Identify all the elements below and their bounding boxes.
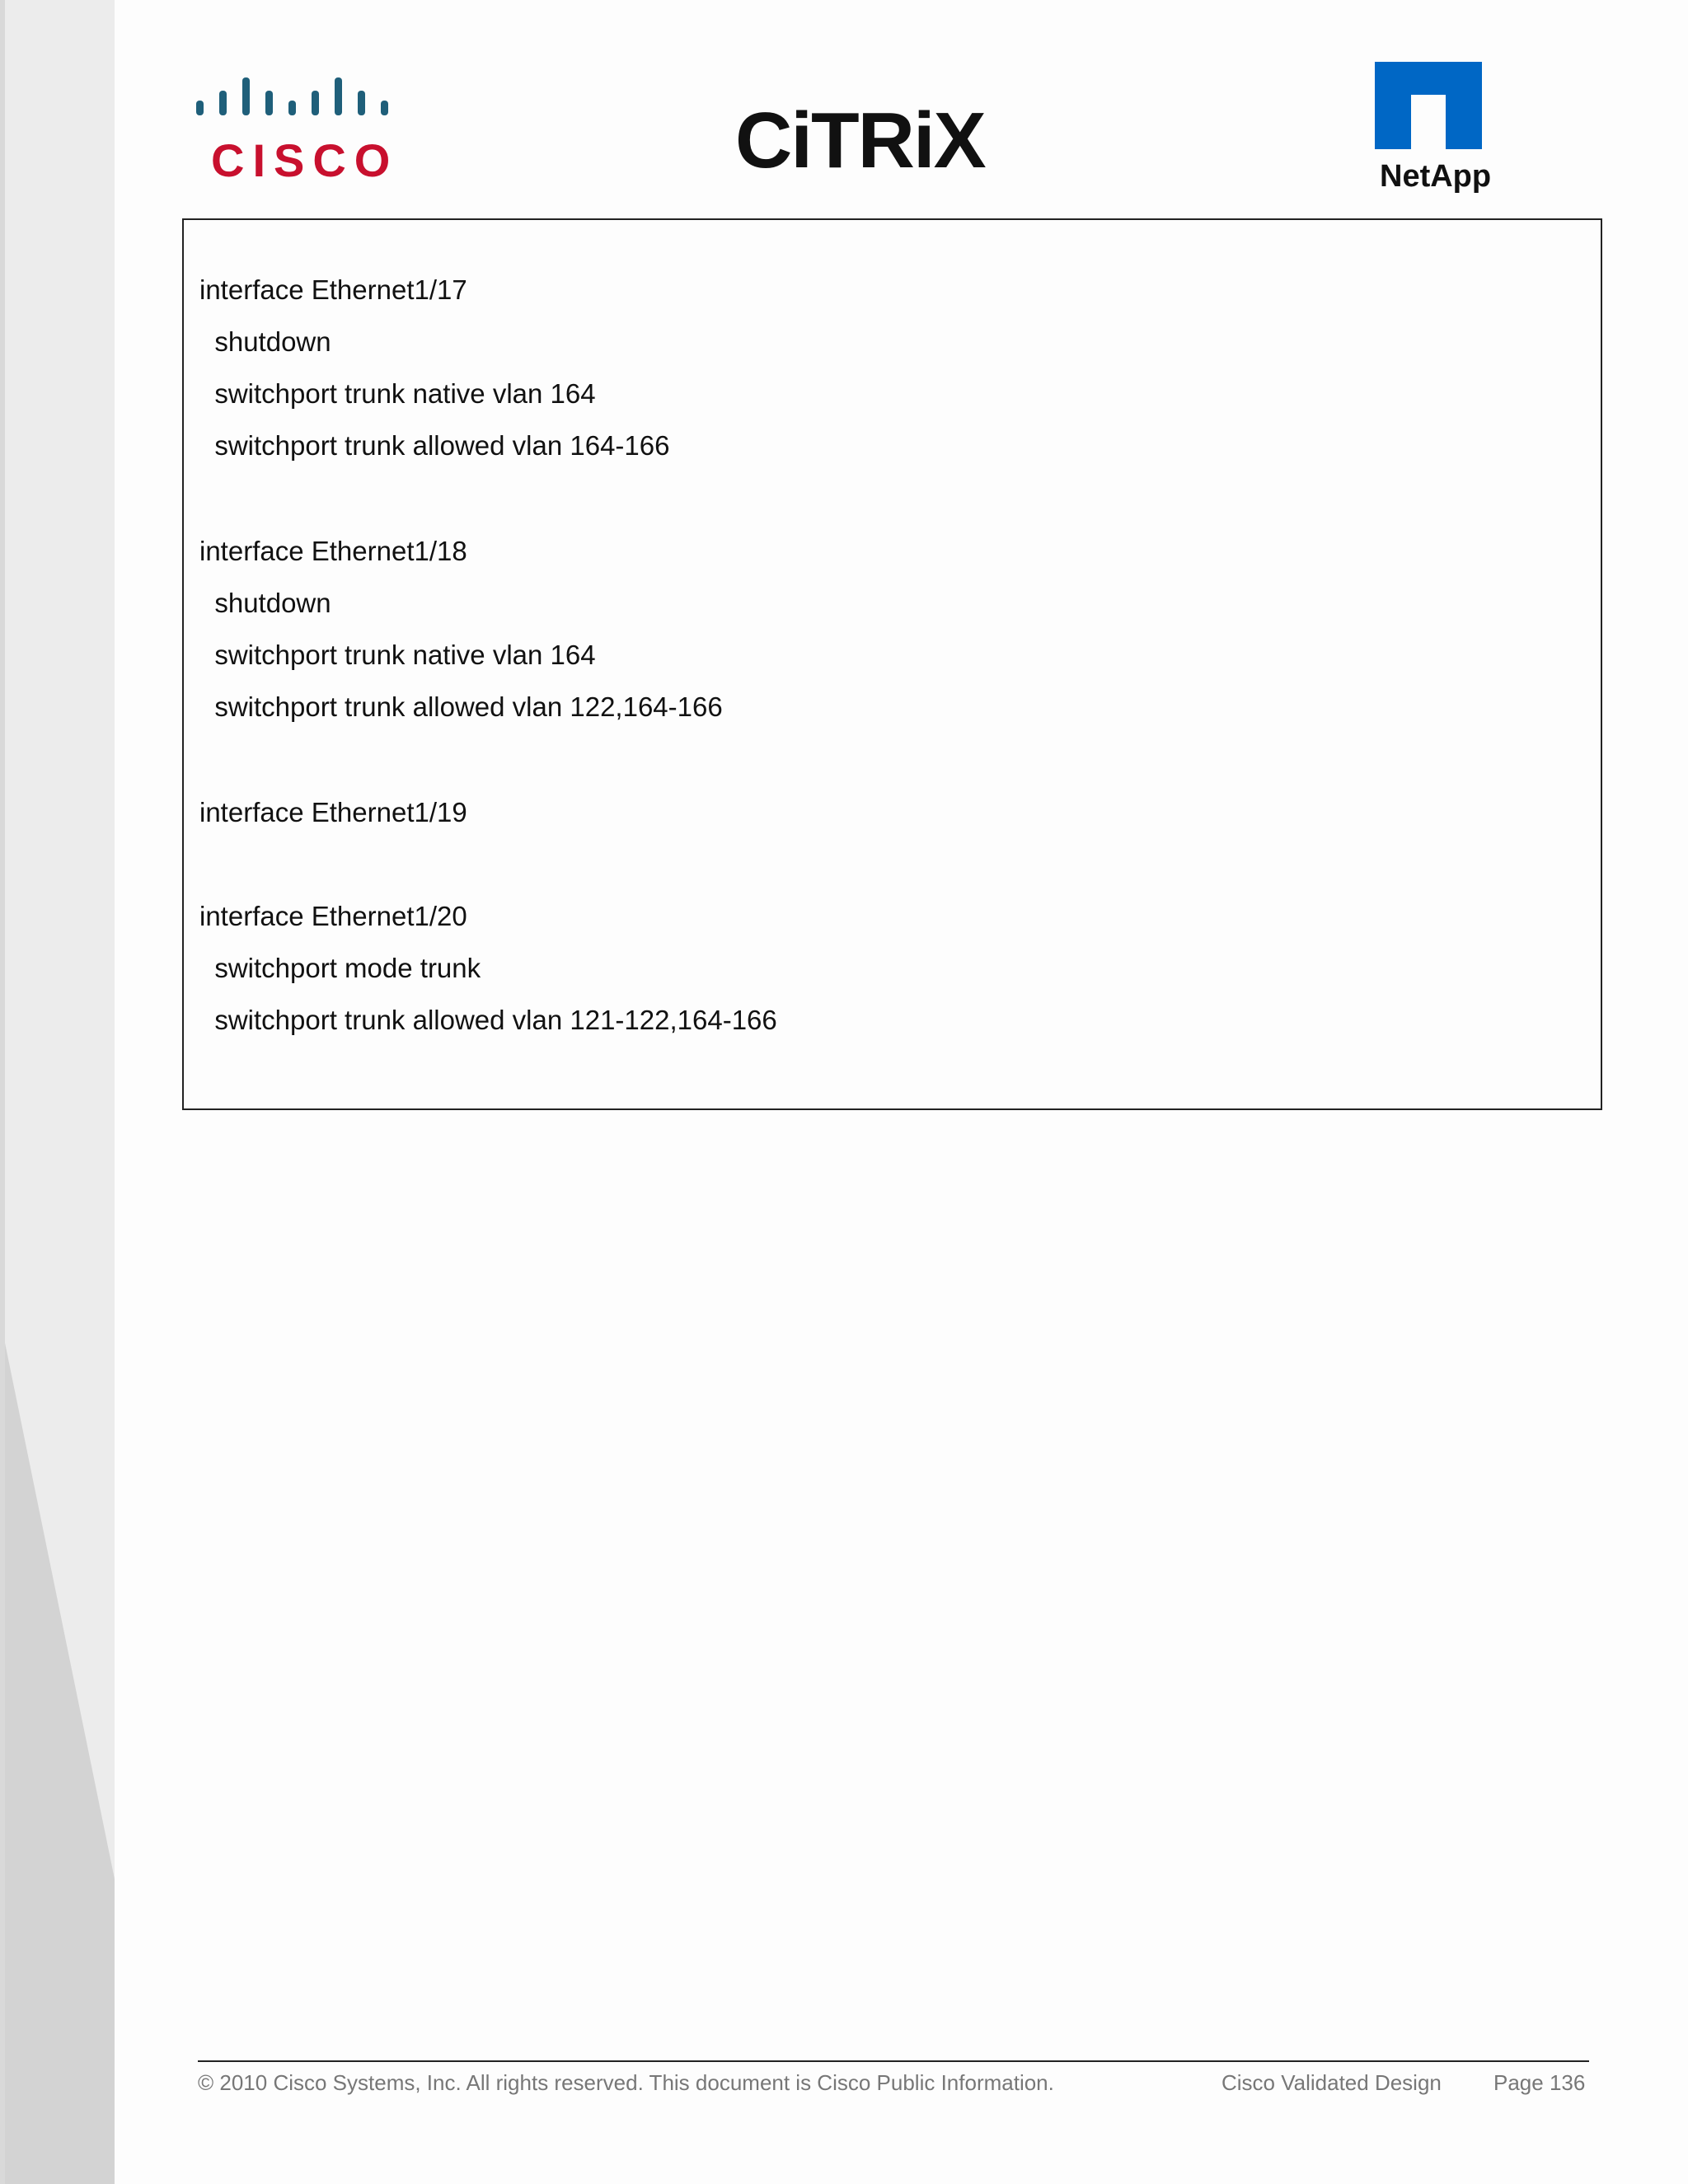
config-code-box xyxy=(182,218,1602,1110)
cisco-logo xyxy=(191,74,397,185)
netapp-logo xyxy=(1375,62,1498,194)
code-line: switchport trunk allowed vlan 121-122,164-166 xyxy=(199,1005,777,1035)
code-line: switchport trunk allowed vlan 122,164-166 xyxy=(199,691,723,722)
code-line: interface Ethernet1/18 xyxy=(199,536,467,566)
code-line: switchport trunk native vlan 164 xyxy=(199,378,596,409)
code-line: interface Ethernet1/17 xyxy=(199,274,467,305)
code-line: switchport trunk native vlan 164 xyxy=(199,640,596,670)
header-logos xyxy=(0,0,1688,206)
footer-copyright: © 2010 Cisco Systems, Inc. All rights reserved. This document is Cisco Public Information. xyxy=(198,2070,1054,2095)
netapp-n-icon xyxy=(1375,62,1482,149)
code-line: interface Ethernet1/20 xyxy=(199,901,467,931)
cisco-wordmark: CISCO xyxy=(211,134,399,186)
citrix-wordmark: CiTRiX xyxy=(735,96,985,185)
code-line: switchport trunk allowed vlan 164-166 xyxy=(199,430,670,461)
code-line: shutdown xyxy=(199,588,331,618)
code-line: shutdown xyxy=(199,326,331,357)
footer-doc-type: Cisco Validated Design xyxy=(1221,2070,1442,2095)
code-line: interface Ethernet1/19 xyxy=(199,797,467,827)
side-decoration xyxy=(0,0,115,2184)
netapp-wordmark: NetApp xyxy=(1380,159,1492,194)
code-line: switchport mode trunk xyxy=(199,953,481,983)
cisco-bridge-icon xyxy=(191,74,397,124)
footer-rule xyxy=(198,2060,1589,2062)
footer-page-number: Page 136 xyxy=(1493,2070,1586,2095)
citrix-logo xyxy=(735,76,1015,191)
